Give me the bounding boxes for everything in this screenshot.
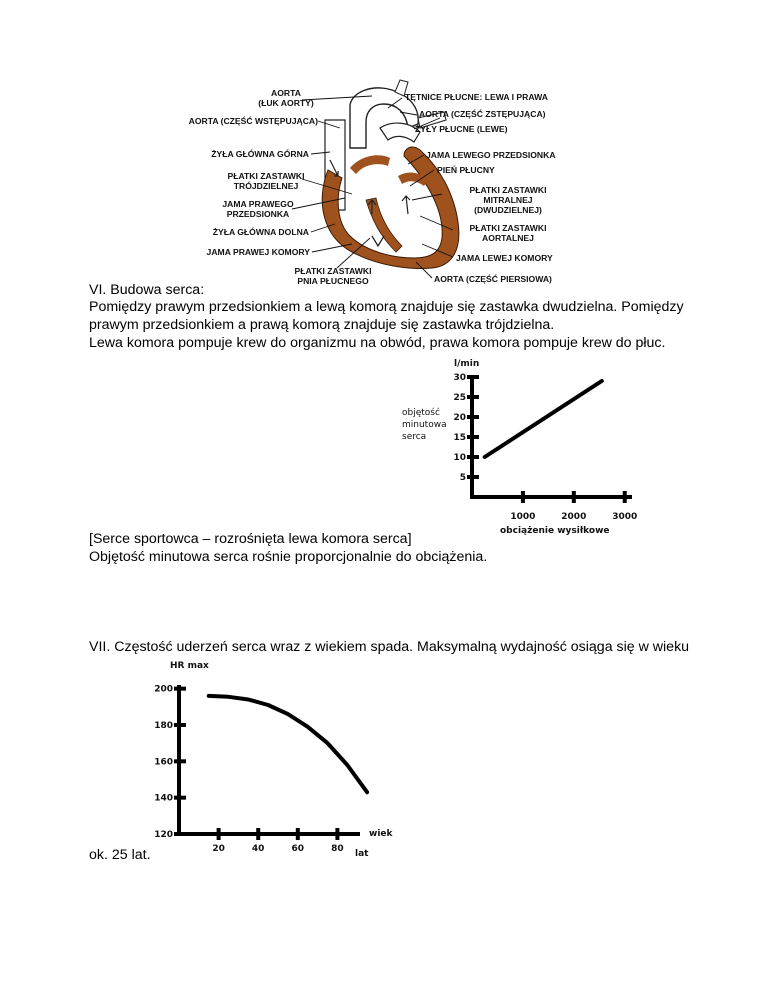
chart1-xlabel: obciążenie wysiłkowe <box>500 526 610 536</box>
section7-line1: VII. Częstość uderzeń serca wraz z wiekiem spada. Maksymalną wydajność osiąga się w wieku <box>89 639 690 655</box>
chart1-ylabel-3: serca <box>402 432 427 442</box>
chart1-xtick-label: 2000 <box>561 512 587 522</box>
section7-line2: ok. 25 lat. <box>89 847 151 863</box>
label-platki-aortalnej-1: PŁATKI ZASTAWKI <box>469 223 547 233</box>
chart2-xlabel-1: wiek <box>369 829 393 839</box>
label-luk-aorty: (ŁUK AORTY) <box>258 98 314 108</box>
chart2-xtick-label: 40 <box>251 844 265 854</box>
section6-line1: Pomiędzy prawym przedsionkiem a lewą komorą znajduje się zastawka dwudzielna. Pomiędzy <box>89 299 684 315</box>
chart1-ytick-label: 30 <box>453 373 466 383</box>
label-jama-prawego-1: JAMA PRAWEGO <box>222 199 294 209</box>
chart1-ytick-label: 10 <box>453 453 466 463</box>
label-platki-mitralnej-1: PŁATKI ZASTAWKI <box>469 185 547 195</box>
label-platki-pnia-1: PŁATKI ZASTAWKI <box>294 266 372 276</box>
label-jama-prawej-komory: JAMA PRAWEJ KOMORY <box>206 247 310 257</box>
section6-line2: prawym przedsionkiem a prawą komorą znajduje się zastawka trójdzielna. <box>89 317 555 333</box>
chart2-xlabel-2: lat <box>355 849 369 859</box>
label-pien-plucny: PIEŃ PŁUCNY <box>437 165 495 175</box>
chart2-xtick-label: 20 <box>212 844 225 854</box>
label-platki-pnia-2: PNIA PŁUCNEGO <box>297 276 369 286</box>
label-aorta: AORTA <box>271 88 301 98</box>
label-platki-aortalnej-2: AORTALNEJ <box>482 233 534 243</box>
label-platki-mitralnej-2: MITRALNEJ <box>483 195 533 205</box>
chart1-xtick-label: 3000 <box>612 512 638 522</box>
label-platki-trojdzielnej-2: TRÓJDZIELNEJ <box>233 181 299 191</box>
section6-title: VI. Budowa serca: <box>89 282 205 298</box>
label-platki-mitralnej-3: (DWUDZIELNEJ) <box>474 205 542 215</box>
label-zyly-plucne: ŻYŁY PŁUCNE (LEWE) <box>415 124 508 134</box>
chart2-ylabel: HR max <box>170 661 209 671</box>
chart2-ytick-label: 120 <box>154 830 173 840</box>
label-zyla-glowna-dolna: ŻYŁA GŁÓWNA DOLNA <box>212 227 309 237</box>
label-tetnice-plucne: TĘTNICE PŁUCNE: LEWA I PRAWA <box>405 92 548 102</box>
chart2-ytick-label: 180 <box>154 720 173 731</box>
label-aorta-piersiowa: AORTA (CZĘŚĆ PIERSIOWA) <box>434 274 552 284</box>
chart1-ytick-label: 5 <box>459 473 466 483</box>
proportional-note: Objętość minutowa serca rośnie proporcjonalnie do obciążenia. <box>89 549 488 565</box>
chart1-ylabel-2: minutowa <box>402 420 447 430</box>
chart1-y-unit: l/min <box>454 359 480 369</box>
heart-diagram <box>0 0 760 290</box>
section6-line3: Lewa komora pompuje krew do organizmu na obwód, prawa komora pompuje krew do płuc. <box>89 335 666 351</box>
chart2-ytick-label: 200 <box>154 684 173 695</box>
chart2-xtick-label: 60 <box>291 844 305 854</box>
chart1-ylabel-1: objętość <box>402 408 440 418</box>
chart2-ytick-label: 140 <box>154 793 173 804</box>
chart1-series-line <box>485 381 602 457</box>
label-jama-lewego-przedsionka: JAMA LEWEGO PRZEDSIONKA <box>426 150 556 160</box>
chart1-ytick-label: 20 <box>453 413 466 423</box>
chart1-ytick-label: 25 <box>453 393 466 403</box>
label-jama-prawego-2: PRZEDSIONKA <box>226 209 290 219</box>
athlete-note: [Serce sportowca – rozrośnięta lewa komora serca] <box>89 531 412 547</box>
chart2-ytick-label: 160 <box>154 757 173 768</box>
label-jama-lewej-komory: JAMA LEWEJ KOMORY <box>456 253 553 263</box>
label-zyla-glowna-gorna: ŻYŁA GŁÓWNA GÓRNA <box>211 149 309 159</box>
label-platki-trojdzielnej-1: PŁATKI ZASTAWKI <box>227 171 305 181</box>
chart1-xtick-label: 1000 <box>510 512 536 522</box>
label-aorta-wstepujaca: AORTA (CZĘŚĆ WSTĘPUJĄCA) <box>188 116 318 126</box>
label-aorta-zstepujaca: AORTA (CZĘŚĆ ZSTĘPUJĄCA) <box>419 109 546 119</box>
chart1-ytick-label: 15 <box>453 433 466 443</box>
chart2-xtick-label: 80 <box>331 844 344 854</box>
chart2-series-line <box>209 696 367 792</box>
